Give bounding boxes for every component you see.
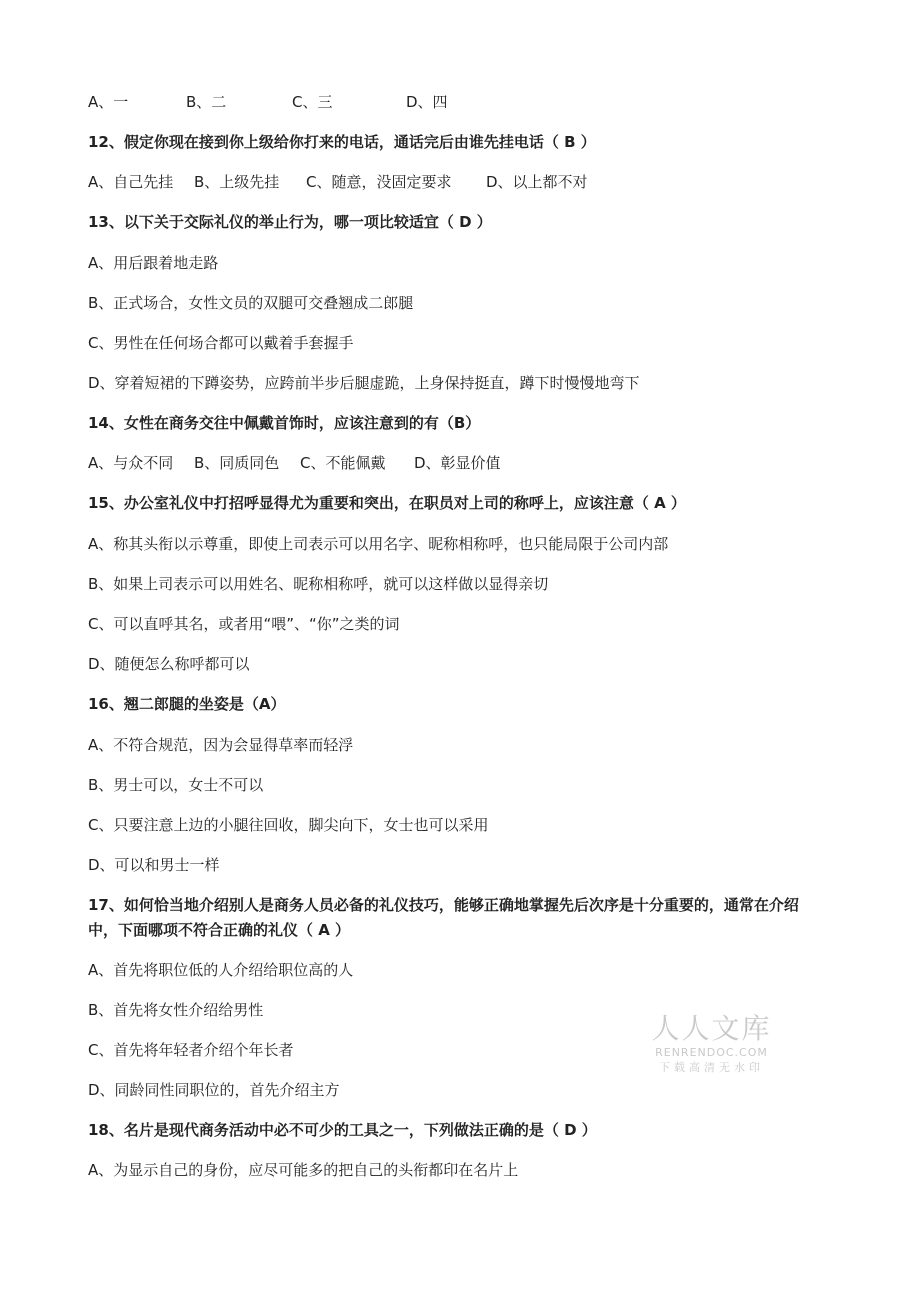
q12-option-b: B、上级先挂 bbox=[194, 173, 280, 191]
q12-options bbox=[88, 172, 588, 192]
q11-option-b: B、二 bbox=[186, 93, 227, 111]
q11-option-c: C、三 bbox=[292, 93, 333, 111]
q17-option-c: C、首先将年轻者介绍个年长者 bbox=[88, 1041, 294, 1059]
q12-option-c: C、随意，没固定要求 bbox=[306, 173, 452, 191]
q16-question: 16、翘二郎腿的坐姿是（A） bbox=[88, 695, 286, 713]
q18-question: 18、名片是现代商务活动中必不可少的工具之一，下列做法正确的是（ D ） bbox=[88, 1121, 597, 1139]
q16-option-d: D、可以和男士一样 bbox=[88, 856, 220, 874]
q11-option-a: A、一 bbox=[88, 93, 129, 111]
q16-option-a: A、不符合规范，因为会显得草率而轻浮 bbox=[88, 736, 354, 754]
q17-question: 17、如何恰当地介绍别人是商务人员必备的礼仪技巧，能够正确地掌握先后次序是十分重要的，通常在介绍中，下面哪项不符合正确的礼仪（ A ） bbox=[88, 896, 799, 939]
q13-option-a: A、用后跟着地走路 bbox=[88, 254, 219, 272]
q14-question: 14、女性在商务交往中佩戴首饰时，应该注意到的有（B） bbox=[88, 414, 481, 432]
q17-option-a: A、首先将职位低的人介绍给职位高的人 bbox=[88, 961, 354, 979]
watermark-main-text: 人人文库 bbox=[651, 1012, 772, 1045]
q13-option-c: C、男性在任何场合都可以戴着手套握手 bbox=[88, 334, 354, 352]
q14-option-b: B、同质同色 bbox=[194, 454, 280, 472]
q15-option-d: D、随便怎么称呼都可以 bbox=[88, 655, 250, 673]
q15-option-c: C、可以直呼其名，或者用“喂”、“你”之类的词 bbox=[88, 615, 400, 633]
q14-option-d: D、彰显价值 bbox=[414, 454, 501, 472]
q14-option-a: A、与众不同 bbox=[88, 454, 174, 472]
q15-option-b: B、如果上司表示可以用姓名、昵称相称呼，就可以这样做以显得亲切 bbox=[88, 575, 549, 593]
q18-option-a: A、为显示自己的身份，应尽可能多的把自己的头衔都印在名片上 bbox=[88, 1161, 519, 1179]
q15-option-a: A、称其头衔以示尊重，即使上司表示可以用名字、昵称相称呼，也只能局限于公司内部 bbox=[88, 535, 669, 553]
watermark-url-text: RENRENDOC.COM bbox=[655, 1046, 768, 1059]
q17-option-d: D、同龄同性同职位的，首先介绍主方 bbox=[88, 1081, 340, 1099]
q13-option-d: D、穿着短裙的下蹲姿势，应跨前半步后腿虚跪，上身保持挺直，蹲下时慢慢地弯下 bbox=[88, 374, 640, 392]
q13-question: 13、以下关于交际礼仪的举止行为，哪一项比较适宜（ D ） bbox=[88, 213, 492, 231]
q16-option-c: C、只要注意上边的小腿往回收，脚尖向下，女士也可以采用 bbox=[88, 816, 489, 834]
q11-option-d: D、四 bbox=[406, 93, 448, 111]
watermark-logo bbox=[644, 1012, 779, 1076]
q12-question: 12、假定你现在接到你上级给你打来的电话，通话完后由谁先挂电话（ B ） bbox=[88, 133, 596, 151]
q12-option-a: A、自己先挂 bbox=[88, 173, 174, 191]
q11-options bbox=[88, 92, 448, 112]
q12-option-d: D、以上都不对 bbox=[486, 173, 588, 191]
q14-options bbox=[88, 453, 501, 473]
watermark-sub-text: 下载高清无水印 bbox=[659, 1061, 764, 1074]
q14-option-c: C、不能佩戴 bbox=[300, 454, 386, 472]
q17-option-b: B、首先将女性介绍给男性 bbox=[88, 1001, 264, 1019]
q15-question: 15、办公室礼仪中打招呼显得尤为重要和突出，在职员对上司的称呼上，应该注意（ A ） bbox=[88, 494, 686, 512]
q16-option-b: B、男士可以，女士不可以 bbox=[88, 776, 264, 794]
q13-option-b: B、正式场合，女性文员的双腿可交叠翘成二郎腿 bbox=[88, 294, 414, 312]
